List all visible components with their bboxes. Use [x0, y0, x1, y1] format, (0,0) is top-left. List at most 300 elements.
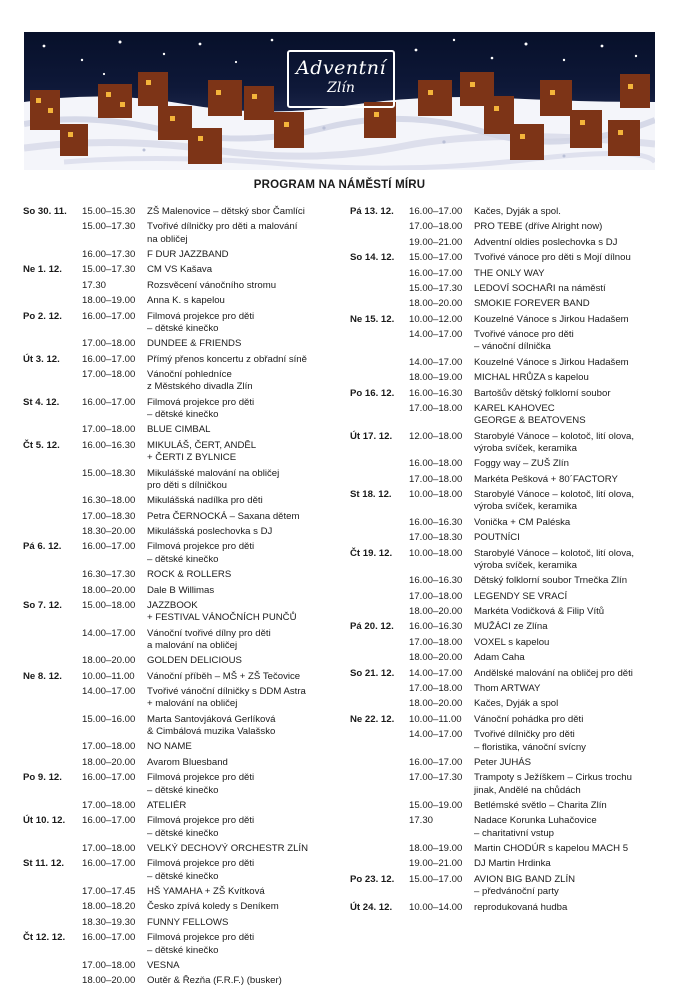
program-row [350, 843, 660, 855]
program-row [23, 569, 341, 581]
program-time: 16.00–17.00 [82, 310, 136, 322]
program-description [147, 686, 341, 711]
program-day: Út 17. 12. [350, 430, 393, 442]
program-row [23, 541, 341, 566]
program-row [350, 252, 660, 264]
program-description [147, 264, 341, 276]
program-description-line: Martin CHODÚR s kapelou MACH 5 [474, 843, 629, 855]
program-row [23, 280, 341, 292]
program-description-line: CM VS Kašava [147, 264, 213, 276]
program-day: So 30. 11. [23, 206, 67, 217]
program-row [23, 932, 341, 957]
program-description [474, 858, 660, 870]
program-description [147, 424, 341, 436]
program-description [474, 652, 660, 664]
program-time: 10.00–14.00 [409, 901, 463, 913]
program-day [23, 338, 82, 350]
program-row [350, 489, 660, 514]
program-row [23, 960, 341, 972]
program-day: So 7. 12. [23, 599, 62, 611]
program-time: 15.00–17.30 [82, 221, 136, 233]
program-description [474, 683, 660, 695]
program-description-line: – dětské kinečko [147, 944, 219, 956]
program-description-line: – dětské kinečko [147, 870, 219, 882]
program-row [23, 468, 341, 493]
program-description-line: LEDOVÍ SOCHAŘI na náměstí [474, 282, 606, 294]
program-description [147, 369, 341, 394]
program-description [474, 874, 660, 899]
program-day [350, 221, 409, 233]
program-description-line: – charitativní vstup [474, 827, 554, 839]
program-description [147, 886, 341, 898]
program-description [147, 772, 341, 797]
program-description-line: na obličej [147, 233, 188, 245]
program-description [474, 372, 660, 384]
program-day: Út 10. 12. [23, 815, 66, 827]
program-description-line: pro děti s dílničkou [147, 479, 227, 491]
program-time: 15.00–15.30 [82, 206, 136, 217]
program-description [147, 249, 341, 261]
program-day [350, 532, 409, 544]
program-description [147, 526, 341, 538]
program-row [23, 338, 341, 350]
program-time: 18.00–20.00 [409, 298, 463, 310]
program-time: 16.00–16.30 [409, 387, 463, 399]
program-description-line: Mikulášské malování na obličej [147, 467, 280, 479]
program-description [474, 621, 660, 633]
program-time: 15.00–18.00 [82, 599, 136, 611]
program-description-line: VELKÝ DECHOVÝ ORCHESTR ZLÍN [147, 842, 308, 854]
program-description-line: Tvořivé vánoční dílničky s DDM Astra [147, 686, 306, 698]
program-row [350, 575, 660, 587]
program-time: 18.00–20.00 [82, 975, 136, 987]
program-description [474, 517, 660, 529]
program-row [23, 843, 341, 855]
program-description [147, 569, 341, 581]
program-description [474, 637, 660, 649]
program-day: Út 3. 12. [23, 353, 60, 365]
program-time: 10.00–12.00 [409, 313, 463, 325]
program-description-line: ATELIÉR [147, 799, 187, 811]
program-description [147, 311, 341, 336]
program-description-line: THE ONLY WAY [474, 267, 545, 279]
program-time: 18.00–19.00 [82, 295, 136, 307]
program-row [350, 874, 660, 899]
program-row [23, 917, 341, 929]
program-row [350, 815, 660, 840]
program-day: Ne 15. 12. [350, 313, 395, 325]
program-day [23, 757, 82, 769]
program-day [23, 585, 82, 597]
program-description-line: Tvořivé dílničky pro děti [474, 729, 575, 741]
program-row [350, 902, 660, 914]
program-day [23, 714, 82, 739]
program-description [474, 591, 660, 603]
program-day [23, 628, 82, 653]
program-row [23, 311, 341, 336]
program-day: Ne 1. 12. [23, 264, 62, 276]
program-description [474, 606, 660, 618]
program-row [23, 741, 341, 753]
program-day: St 18. 12. [350, 489, 392, 501]
program-day: Po 2. 12. [23, 310, 62, 322]
program-description-line: Vánoční pohledníce [147, 369, 232, 381]
program-row [23, 886, 341, 898]
program-day: Ne 22. 12. [350, 713, 395, 725]
program-day [350, 772, 409, 797]
program-time: 15.00–17.30 [409, 282, 463, 294]
program-description-line: Mikulášská poslechovka s DJ [147, 526, 273, 538]
program-description-line: & Cimbálová muzika Valašsko [147, 726, 276, 738]
program-description-line: Bartošův dětský folklorní soubor [474, 387, 611, 399]
program-time: 14.00–17.00 [409, 356, 463, 368]
program-row [23, 686, 341, 711]
program-day [23, 655, 82, 667]
program-row [350, 372, 660, 384]
program-day: Po 9. 12. [23, 772, 62, 784]
program-row [350, 621, 660, 633]
program-day [23, 295, 82, 307]
program-description [147, 280, 341, 292]
program-description-line: MICHAL HRŮZA s kapelou [474, 372, 589, 384]
program-description [474, 268, 660, 280]
program-description [474, 575, 660, 587]
program-day: Po 23. 12. [350, 873, 395, 885]
program-time: 16.00–17.00 [82, 541, 136, 553]
program-description [474, 815, 660, 840]
program-day [23, 424, 82, 436]
program-description [474, 489, 660, 514]
program-row [350, 206, 660, 218]
program-description-line: Petra ČERNOCKÁ – Saxana dětem [147, 510, 300, 522]
program-description [474, 772, 660, 797]
program-row [23, 628, 341, 653]
program-row [23, 585, 341, 597]
program-time: 16.30–17.30 [82, 569, 136, 581]
program-day [350, 298, 409, 310]
program-day [350, 268, 409, 280]
program-time: 10.00–18.00 [409, 547, 463, 559]
program-description [474, 237, 660, 249]
program-time: 17.00–17.45 [82, 886, 136, 898]
program-time: 17.00–18.00 [82, 741, 136, 753]
program-description-line: VESNA [147, 959, 180, 971]
program-description [147, 741, 341, 753]
program-description-line: POUTNÍCI [474, 532, 520, 544]
program-time: 16.00–17.00 [409, 267, 463, 279]
program-description-line: DJ Martin Hrdinka [474, 858, 551, 870]
program-description-line: PRO TEBE (dříve Alright now) [474, 221, 603, 233]
program-row [350, 517, 660, 529]
program-time: 17.00–18.00 [82, 338, 136, 350]
program-time: 19.00–21.00 [409, 858, 463, 870]
program-time: 15.00–17.00 [409, 252, 463, 264]
program-description-line: DUNDEE & FRIENDS [147, 338, 242, 350]
program-time: 17.00–18.00 [409, 473, 463, 485]
program-description-line: Kouzelné Vánoce s Jirkou Hadašem [474, 356, 629, 368]
program-description-line: JAZZBOOK [147, 599, 198, 611]
program-description-line: Kačes, Dyják a spol [474, 698, 559, 710]
program-row [350, 858, 660, 870]
program-description-line: Thom ARTWAY [474, 683, 541, 695]
program-description [147, 843, 341, 855]
program-description-line: Tvořivé dílničky pro děti a malování [147, 221, 298, 233]
program-description-line: Filmová projekce pro děti [147, 541, 255, 553]
program-description-line: Marta Santovjáková Gerlíková [147, 713, 276, 725]
program-day: Čt 19. 12. [350, 547, 393, 559]
program-time: 18.00–20.00 [409, 606, 463, 618]
program-description-line: Markéta Vodičková & Filip Vítů [474, 606, 605, 618]
program-time: 16.00–16.30 [409, 621, 463, 633]
program-description [147, 397, 341, 422]
program-time: 17.00–18.00 [82, 424, 136, 436]
program-row [23, 369, 341, 394]
program-description [474, 843, 660, 855]
program-description-line: Přímý přenos koncertu z obřadní síně [147, 353, 307, 365]
program-row [23, 295, 341, 307]
program-description [474, 714, 660, 726]
program-time: 14.00–17.00 [409, 729, 463, 741]
program-row [23, 757, 341, 769]
program-description-line: – dětské kinečko [147, 827, 219, 839]
program-description [147, 511, 341, 523]
program-time: 17.00–18.00 [82, 799, 136, 811]
program-time: 16.00–17.00 [82, 353, 136, 365]
program-description-line: Starobylé Vánoce – kolotoč, lití olova, [474, 489, 634, 501]
program-description [147, 815, 341, 840]
program-time: 17.00–18.00 [409, 402, 463, 414]
program-description-line: Dětský folklorní soubor Trnečka Zlín [474, 575, 628, 587]
program-time: 10.00–11.00 [409, 713, 462, 725]
program-time: 16.00–17.00 [409, 756, 463, 768]
program-description-line: – floristika, vánoční svícny [474, 741, 586, 753]
program-description [147, 975, 341, 987]
program-row [23, 264, 341, 276]
program-description [147, 495, 341, 507]
program-row [23, 424, 341, 436]
program-day [350, 729, 409, 754]
program-column-right [350, 206, 660, 917]
program-time: 17.30 [82, 279, 107, 291]
program-description [474, 314, 660, 326]
program-row [350, 458, 660, 470]
program-description-line: Vonička + CM Paléska [474, 516, 571, 528]
program-row [350, 772, 660, 797]
program-description-line: – vánoční dílnička [474, 341, 551, 353]
program-description [474, 729, 660, 754]
program-day [350, 843, 409, 855]
program-day [350, 637, 409, 649]
program-description-line: Filmová projekce pro děti [147, 396, 255, 408]
program-time: 18.00–20.00 [409, 698, 463, 710]
program-description-line: Filmová projekce pro děti [147, 772, 255, 784]
program-description [147, 800, 341, 812]
program-time: 19.00–21.00 [409, 236, 463, 248]
program-time: 17.00–18.00 [409, 221, 463, 233]
program-time: 10.00–18.00 [409, 489, 463, 501]
program-description [147, 585, 341, 597]
program-time: 16.00–17.00 [409, 206, 463, 217]
program-description [147, 541, 341, 566]
program-description-line: NO NAME [147, 741, 192, 753]
program-time: 17.30 [409, 815, 434, 827]
program-heading: PROGRAM NA NÁMĚSTÍ MÍRU [253, 179, 426, 191]
program-day: So 14. 12. [350, 252, 395, 264]
program-time: 15.00–18.30 [82, 467, 136, 479]
program-description-line: SMOKIE FOREVER BAND [474, 298, 590, 310]
program-description-line: Filmová projekce pro děti [147, 932, 255, 944]
program-day: So 21. 12. [350, 667, 395, 679]
program-row [350, 314, 660, 326]
program-description-line: VOXEL s kapelou [474, 636, 550, 648]
program-description-line: Mikulášská nadílka pro děti [147, 495, 263, 507]
program-description-line: Vánoční pohádka pro děti [474, 713, 584, 725]
program-day [350, 683, 409, 695]
program-description-line: Andělské malování na obličej pro děti [474, 667, 633, 679]
program-time: 14.00–17.00 [409, 329, 463, 341]
program-time: 16.00–17.00 [82, 772, 136, 784]
program-description [474, 548, 660, 573]
program-row [350, 268, 660, 280]
program-description [147, 932, 341, 957]
program-time: 16.00–16.30 [409, 516, 463, 528]
program-day [350, 698, 409, 710]
program-row [350, 668, 660, 680]
program-day [23, 843, 82, 855]
program-day [350, 329, 409, 354]
program-description [474, 221, 660, 233]
program-description-line: Česko zpívá koledy s Deníkem [147, 901, 279, 913]
program-description [147, 901, 341, 913]
program-day: Pá 20. 12. [350, 621, 394, 633]
program-description-line: Rozsvěcení vánočního stromu [147, 279, 277, 291]
program-description-line: Kačes, Dyják a spol. [474, 206, 561, 217]
program-description-line: AVION BIG BAND ZLÍN [474, 873, 576, 885]
program-time: 15.00–19.00 [409, 799, 463, 811]
program-time: 18.30–20.00 [82, 526, 136, 538]
program-day: Pá 13. 12. [350, 206, 394, 217]
program-time: 17.00–17.30 [409, 772, 463, 784]
program-time: 16.30–18.00 [82, 495, 136, 507]
program-description [147, 714, 341, 739]
program-row [23, 206, 341, 218]
program-description-line: + FESTIVAL VÁNOČNÍCH PUNČŮ [147, 612, 297, 624]
program-row [350, 221, 660, 233]
program-description [474, 206, 660, 218]
program-day [23, 960, 82, 972]
program-description-line: Peter JUHÁS [474, 756, 532, 768]
program-description [474, 388, 660, 400]
program-time: 18.30–19.30 [82, 916, 136, 928]
program-day [23, 249, 82, 261]
program-row [350, 548, 660, 573]
program-description [474, 698, 660, 710]
program-day: Ne 8. 12. [23, 670, 62, 682]
program-day [350, 575, 409, 587]
program-row [23, 858, 341, 883]
program-description-line: Avarom Bluesband [147, 756, 228, 768]
program-column-left [23, 206, 341, 991]
program-time: 14.00–17.00 [409, 667, 463, 679]
program-description-line: Filmová projekce pro děti [147, 310, 255, 322]
program-row [350, 757, 660, 769]
program-description-line: + malování na obličej [147, 698, 238, 710]
program-description [147, 917, 341, 929]
program-time: 18.00–20.00 [82, 756, 136, 768]
program-description [474, 757, 660, 769]
program-time: 15.00–17.00 [409, 873, 463, 885]
program-description-line: – dětské kinečko [147, 322, 219, 334]
program-day [350, 815, 409, 840]
program-description-line: Starobylé Vánoce – kolotoč, lití olova, [474, 430, 634, 442]
program-description-line: Tvořivé vánoce pro děti s Mojí dílnou [474, 252, 631, 264]
program-description [474, 474, 660, 486]
program-description-line: Adam Caha [474, 652, 525, 664]
program-description [147, 338, 341, 350]
program-description-line: ZŠ Malenovice – dětský sbor Čamlíci [147, 206, 305, 217]
program-row [350, 357, 660, 369]
program-description [474, 668, 660, 680]
program-description [147, 354, 341, 366]
program-row [23, 800, 341, 812]
program-description-line: FUNNY FELLOWS [147, 916, 229, 928]
program-description-line: Tvořivé vánoce pro děti [474, 329, 574, 341]
program-time: 15.00–16.00 [82, 713, 136, 725]
program-time: 16.00–17.00 [82, 815, 136, 827]
program-row [23, 397, 341, 422]
program-description-line: Dale B Willimas [147, 584, 215, 596]
program-day [23, 975, 82, 987]
program-time: 17.00–18.00 [82, 369, 136, 381]
program-description-line: Filmová projekce pro děti [147, 858, 255, 870]
program-description [147, 206, 341, 218]
logo-title: Adventní [295, 57, 387, 79]
program-row [350, 714, 660, 726]
program-row [23, 511, 341, 523]
program-description [147, 468, 341, 493]
program-time: 18.00–20.00 [409, 652, 463, 664]
program-day: Čt 5. 12. [23, 439, 60, 451]
program-description-line: Nadace Korunka Luhačovice [474, 815, 597, 827]
program-time: 17.00–18.30 [409, 532, 463, 544]
program-time: 16.00–17.30 [82, 249, 136, 261]
program-time: 18.00–18.20 [82, 901, 136, 913]
program-day: Po 16. 12. [350, 387, 395, 399]
program-day [23, 917, 82, 929]
program-description-line: Vánoční příběh – MŠ + ZŠ Tečovice [147, 670, 301, 682]
program-day [23, 569, 82, 581]
program-row [350, 683, 660, 695]
program-day [350, 606, 409, 618]
program-row [23, 495, 341, 507]
program-row [23, 671, 341, 683]
program-description-line: – dětské kinečko [147, 784, 219, 796]
program-description [147, 757, 341, 769]
program-description [474, 458, 660, 470]
program-day [350, 403, 409, 428]
advent-banner [24, 32, 655, 170]
program-time: 16.00–16.30 [409, 575, 463, 587]
program-description-line: výroba svíček, keramika [474, 559, 577, 571]
program-time: 18.00–19.00 [409, 372, 463, 384]
program-description [474, 283, 660, 295]
program-description-line: Kouzelné Vánoce s Jirkou Hadašem [474, 313, 629, 325]
program-time: 10.00–11.00 [82, 670, 135, 682]
program-row [23, 901, 341, 913]
program-description-line: z Městského divadla Zlín [147, 381, 253, 393]
program-description-line: GEORGE & BEATOVENS [474, 415, 586, 427]
program-time: 17.00–18.00 [409, 683, 463, 695]
